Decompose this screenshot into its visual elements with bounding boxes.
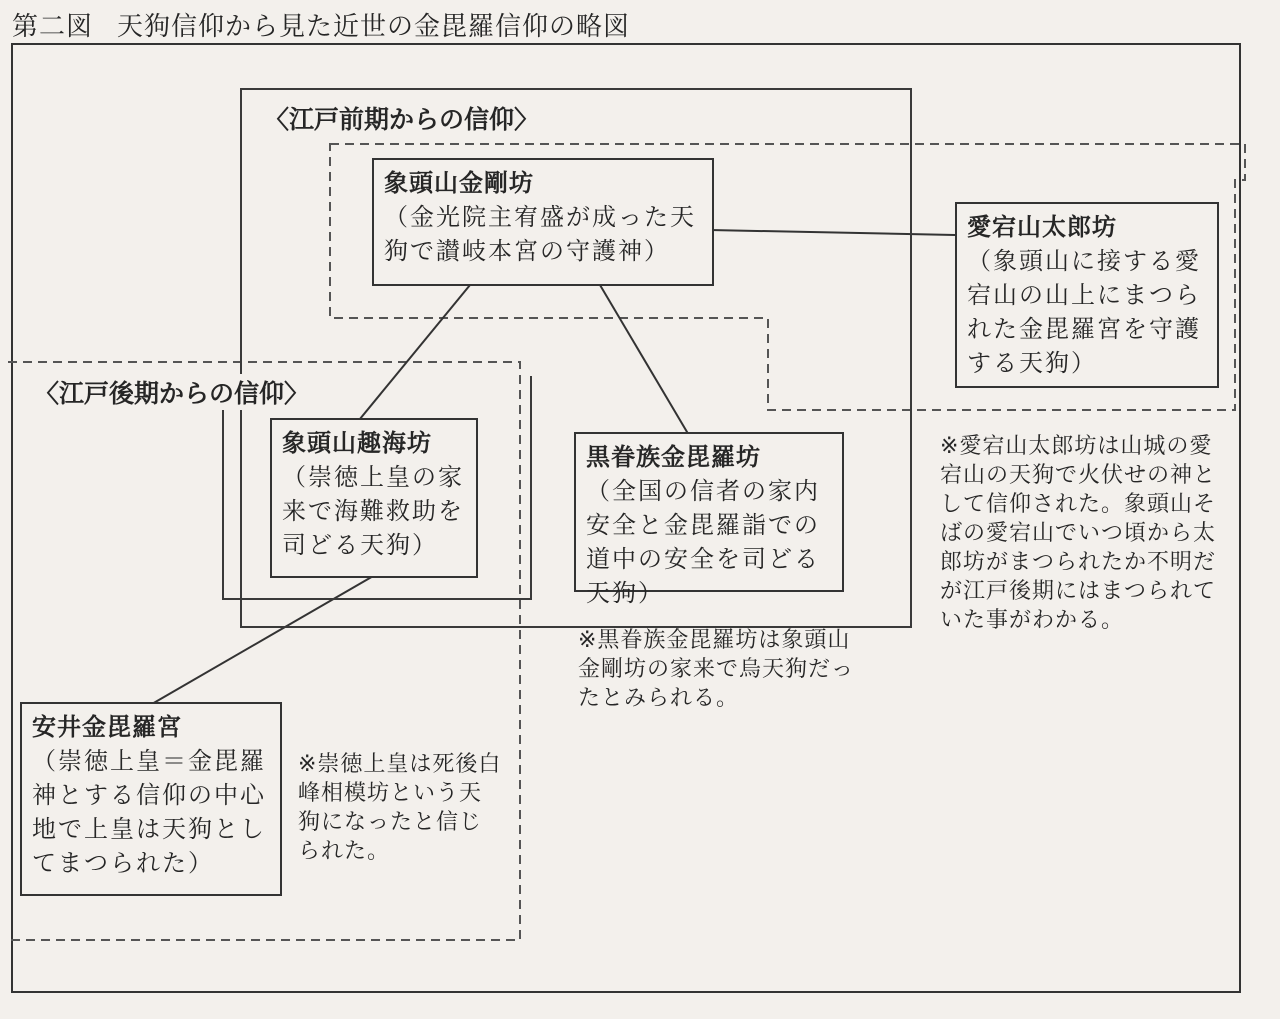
node-kaibo-desc: （崇徳上皇の家来で海難救助を司どる天狗） (282, 463, 464, 559)
node-taro-desc: （象頭山に接する愛宕山の山上にまつられた金毘羅宮を守護する天狗） (967, 247, 1201, 377)
note-sutoku: ※崇徳上皇は死後白峰相模坊という天狗になったと信じられた。 (298, 752, 502, 864)
figure-number: 第二図 (12, 12, 94, 42)
node-taro (955, 202, 1219, 388)
note-kokuzoku: ※黒眷族金毘羅坊は象頭山金剛坊の家来で烏天狗だったとみられる。 (578, 628, 855, 711)
node-kaibo-name: 象頭山趣海坊 (282, 429, 432, 457)
node-yasui-desc: （崇徳上皇＝金毘羅神とする信仰の中心地で上皇は天狗としてまつられた） (32, 747, 266, 877)
node-kongobo-name: 象頭山金剛坊 (384, 169, 534, 197)
node-kokuzoku-name: 黒眷族金毘羅坊 (586, 443, 761, 471)
node-kongobo (372, 158, 714, 286)
node-kokuzoku-desc: （全国の信者の家内安全と金毘羅詣での道中の安全を司どる天狗） (586, 477, 820, 607)
figure-caption: 天狗信仰から見た近世の金毘羅信仰の略図 (117, 12, 631, 42)
period-label-late: 〈江戸後期からの信仰〉 (30, 374, 313, 410)
period-label-early: 〈江戸前期からの信仰〉 (260, 100, 543, 136)
node-kokuzoku (574, 432, 844, 607)
node-yasui (20, 702, 282, 896)
node-yasui-name: 安井金毘羅宮 (32, 713, 182, 741)
node-kongobo-desc: （金光院主宥盛が成った天狗で讃岐本宮の守護神） (384, 203, 696, 265)
note-taro: ※愛宕山太郎坊は山城の愛宕山の天狗で火伏せの神として信仰された。象頭山そばの愛宕山でいつ頃から太郎坊がまつられたか不明だが江戸後期にはまつられていた事がわかる。 (940, 434, 1217, 633)
node-taro-name: 愛宕山太郎坊 (967, 213, 1117, 241)
node-kaibo (270, 418, 478, 578)
